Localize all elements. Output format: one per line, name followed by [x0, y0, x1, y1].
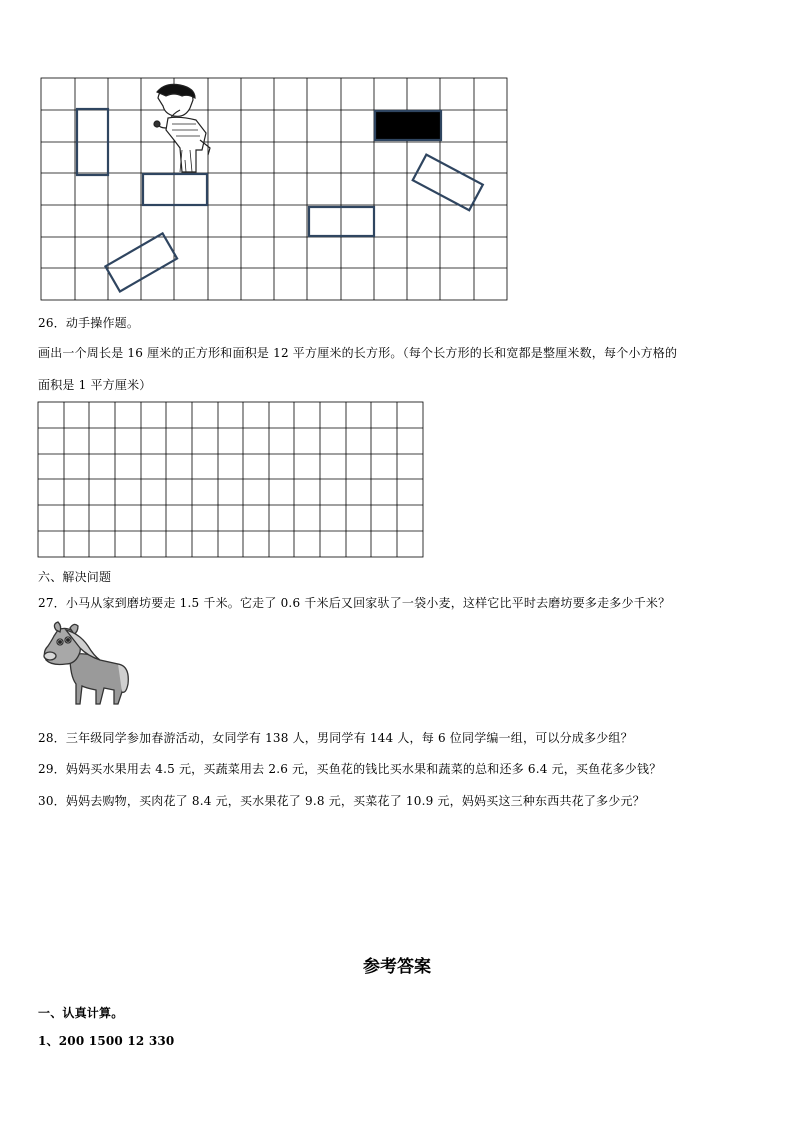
tilted-rectangle-right	[413, 155, 483, 211]
shape-rectangles	[77, 109, 483, 291]
horizontal-rectangle-left	[143, 174, 207, 205]
q29-text: 29．妈妈买水果用去 4.5 元，买蔬菜用去 2.6 元，买鱼花的钱比买水果和蔬菜的总和还多 6.4 元，买鱼花多少钱？	[38, 762, 662, 776]
answers-section1: 一、认真计算。	[38, 1006, 124, 1020]
q26-title: 26．动手操作题。	[38, 316, 140, 330]
q26-instruction-line2: 面积是 1 平方厘米）	[38, 378, 152, 392]
answers-title: 参考答案	[363, 957, 431, 977]
horse-illustration	[44, 622, 128, 704]
q28-text: 28．三年级同学参加春游活动，女同学有 138 人，男同学有 144 人，每 6 位同学编一组，可以分成多少组？	[38, 731, 633, 745]
q27-text: 27．小马从家到磨坊要走 1.5 千米。它走了 0.6 千米后又回家驮了一袋小麦，这样它比平时去磨坊要多走多少千米？	[38, 596, 671, 610]
horizontal-rectangle-middle	[309, 207, 374, 236]
drawing-grid	[38, 402, 423, 557]
q30-text: 30．妈妈去购物，买肉花了 8.4 元，买水果花了 9.8 元，买菜花了 10.9 元，妈妈买这三种东西共花了多少元？	[38, 794, 645, 808]
q26-instruction-line1: 画出一个周长是 16 厘米的正方形和面积是 12 平方厘米的长方形。（每个长方形的长和宽都是整厘米数，每个小方格的	[38, 346, 678, 360]
boy-figure	[154, 84, 210, 172]
answers-a1: 1、200 1500 12 330	[38, 1034, 175, 1048]
filled-rectangle	[375, 111, 441, 140]
section6-title: 六、解决问题	[38, 570, 112, 584]
